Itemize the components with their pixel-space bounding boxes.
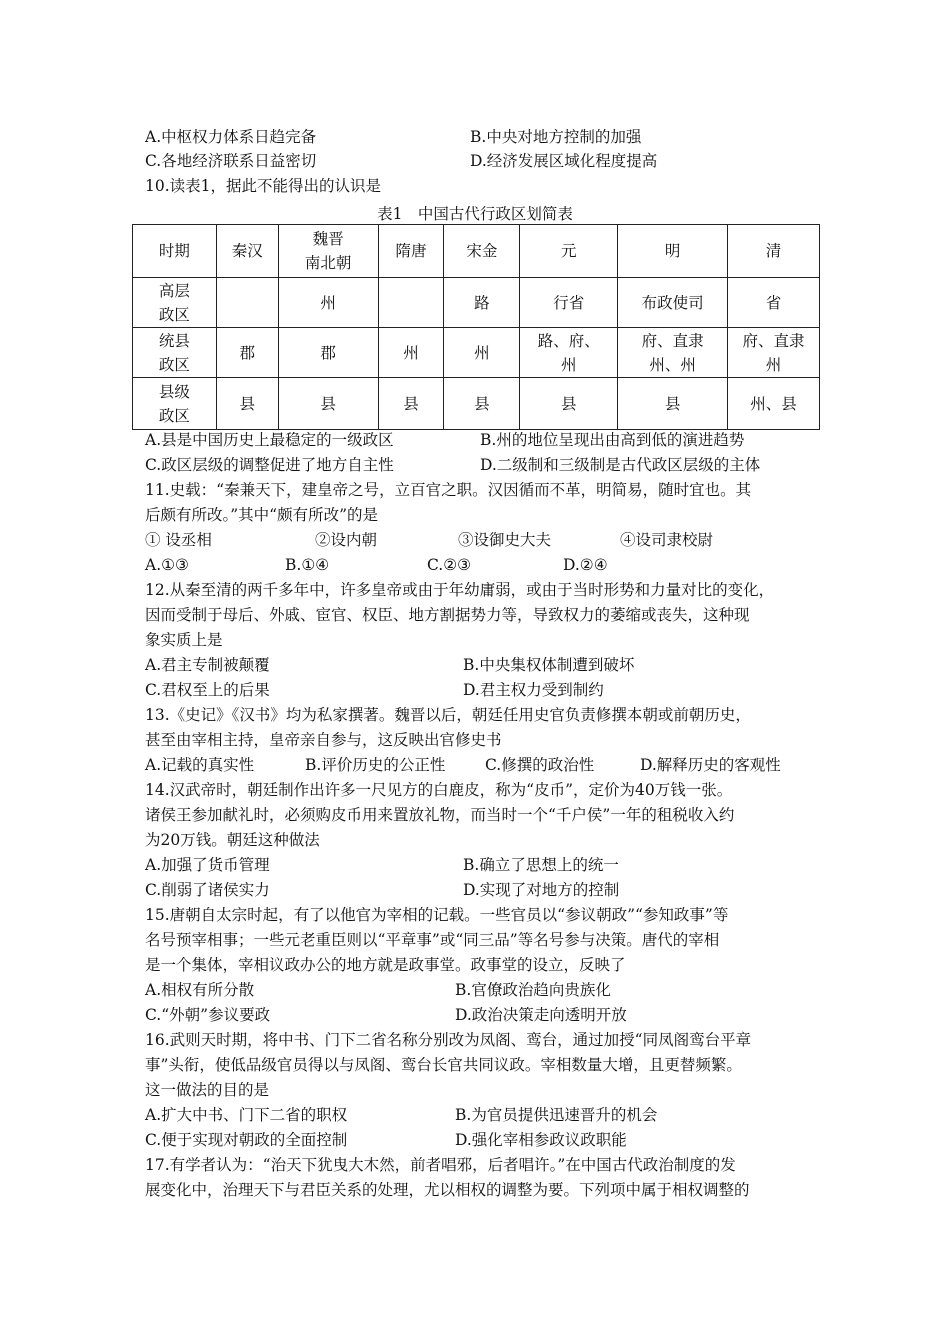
q12-option-d: D.君主权力受到制约 (463, 681, 604, 699)
table-cell: 行省 (520, 278, 618, 328)
q10-option-b: B.州的地位呈现出由高到低的演进趋势 (480, 431, 745, 449)
q11-option-c: C.②③ (427, 556, 472, 574)
q13-option-c: C.修撰的政治性 (485, 756, 595, 774)
table-row (133, 378, 820, 430)
q14-option-c: C.削弱了诸侯实力 (145, 881, 270, 899)
table-cell: 县 (378, 378, 444, 430)
q9-options-row-2 (145, 151, 825, 171)
q11-item-2: ②设内朝 (315, 531, 378, 549)
q12-stem-line-2: 因而受制于母后、外戚、宦官、权臣、地方割据势力等，导致权力的萎缩或丧失，这种现 (145, 606, 750, 624)
q10-option-c: C.政区层级的调整促进了地方自主性 (145, 456, 394, 474)
header-cell: 魏晋 南北朝 (278, 225, 378, 278)
q9-option-d: D.经济发展区域化程度提高 (470, 152, 658, 170)
q15-option-b: B.官僚政治趋向贵族化 (455, 981, 611, 999)
table-cell: 路 (444, 278, 520, 328)
q12-stem-line-1: 12.从秦至清的两千多年中，许多皇帝或由于年幼庸弱，或由于当时形势和力量对比的变化， (145, 581, 775, 599)
q11-items-row (145, 530, 825, 550)
q9-option-b: B.中央对地方控制的加强 (470, 128, 642, 146)
header-cell: 元 (520, 225, 618, 278)
header-cell: 清 (728, 225, 820, 278)
q9-option-c: C.各地经济联系日益密切 (145, 152, 317, 170)
q14-options-row-1 (145, 855, 825, 875)
q13-options-row (145, 755, 825, 775)
q16-options-row-1 (145, 1105, 825, 1125)
q16-stem-line-3: 这一做法的目的是 (145, 1081, 270, 1099)
q15-stem-line-3: 是一个集体，宰相议政办公的地方就是政事堂。政事堂的设立，反映了 (145, 956, 626, 974)
q11-item-1: ① 设丞相 (145, 531, 212, 549)
q15-option-c: C.“外朝”参议要政 (145, 1006, 271, 1024)
table-cell: 郡 (216, 328, 278, 378)
table-cell: 县 (278, 378, 378, 430)
table-cell: 府、直隶 州、州 (618, 328, 728, 378)
q12-options-row-2 (145, 680, 825, 700)
q11-item-3: ③设御史大夫 (458, 531, 552, 549)
header-cell: 明 (618, 225, 728, 278)
q13-stem-line-2: 甚至由宰相主持，皇帝亲自参与，这反映出官修史书 (145, 731, 502, 749)
q16-stem-line-2: 事”头衔，使低品级官员得以与凤阁、鸾台长官共同议政。宰相数量大增，且更替频繁。 (145, 1056, 742, 1074)
table-cell: 县 (618, 378, 728, 430)
table-cell (216, 278, 278, 328)
table-cell: 布政使司 (618, 278, 728, 328)
table-row (133, 278, 820, 328)
q11-options-row (145, 555, 825, 575)
q12-options-row-1 (145, 655, 825, 675)
q15-option-a: A.相权有所分散 (145, 981, 255, 999)
q12-option-c: C.君权至上的后果 (145, 681, 270, 699)
q13-option-b: B.评价历史的公正性 (305, 756, 446, 774)
q15-options-row-1 (145, 980, 825, 1000)
header-cell: 时期 (133, 225, 217, 278)
q16-option-c: C.便于实现对朝政的全面控制 (145, 1131, 348, 1149)
q11-stem-line-1: 11.史载：“秦兼天下，建皇帝之号，立百官之职。汉因循而不革，明简易，随时宜也。其 (145, 481, 752, 499)
table-cell: 府、直隶 州 (728, 328, 820, 378)
row-label-cell: 高层 政区 (133, 278, 217, 328)
table-cell: 州 (378, 328, 444, 378)
q14-stem-line-1: 14.汉武帝时，朝廷制作出许多一尺见方的白鹿皮，称为“皮币”，定价为40万钱一张。 (145, 781, 733, 799)
table-cell: 县 (444, 378, 520, 430)
q17-stem-line-2: 展变化中，治理天下与君臣关系的处理，尤以相权的调整为要。下列项中属于相权调整的 (145, 1181, 750, 1199)
table-cell: 州、县 (728, 378, 820, 430)
q12-stem-line-3: 象实质上是 (145, 631, 223, 649)
q11-option-a: A.①③ (145, 556, 189, 574)
table-header-row (133, 225, 820, 278)
table-cell: 省 (728, 278, 820, 328)
table-cell: 郡 (278, 328, 378, 378)
q15-stem-line-2: 名号预宰相事；一些元老重臣则以“平章事”或“同三品”等名号参与决策。唐代的宰相 (145, 931, 720, 949)
q14-option-d: D.实现了对地方的控制 (463, 881, 620, 899)
q14-stem-line-3: 为20万钱。朝廷这种做法 (145, 831, 320, 849)
q17-stem-line-1: 17.有学者认为：“治天下犹曳大木然，前者唱邪，后者唱许。”在中国古代政治制度的发 (145, 1156, 736, 1174)
table-caption: 表1 中国古代行政区划简表 (377, 205, 573, 223)
q16-options-row-2 (145, 1130, 825, 1150)
table-cell: 县 (520, 378, 618, 430)
q13-option-d: D.解释历史的客观性 (640, 756, 781, 774)
q9-options-row-1 (145, 127, 825, 147)
q16-option-b: B.为官员提供迅速晋升的机会 (455, 1106, 658, 1124)
q14-options-row-2 (145, 880, 825, 900)
q14-option-b: B.确立了思想上的统一 (463, 856, 619, 874)
q15-stem-line-1: 15.唐朝自太宗时起，有了以他官为宰相的记载。一些官员以“参议朝政”“参知政事”等 (145, 906, 729, 924)
q10-options-row-1 (145, 430, 825, 450)
q10-option-a: A.县是中国历史上最稳定的一级政区 (145, 431, 394, 449)
header-cell: 宋金 (444, 225, 520, 278)
q14-stem-line-2: 诸侯王参加献礼时，必须购皮币用来置放礼物，而当时一个“千户侯”一年的租税收入约 (145, 806, 735, 824)
q11-stem-line-2: 后颇有所改。”其中“颇有所改”的是 (145, 506, 379, 524)
q15-option-d: D.政治决策走向透明开放 (455, 1006, 627, 1024)
table-cell (378, 278, 444, 328)
row-label-cell: 县级 政区 (133, 378, 217, 430)
table-cell: 县 (216, 378, 278, 430)
q11-item-4: ④设司隶校尉 (620, 531, 714, 549)
q16-option-d: D.强化宰相参政议政职能 (455, 1131, 627, 1149)
q12-option-a: A.君主专制被颠覆 (145, 656, 270, 674)
q12-option-b: B.中央集权体制遭到破坏 (463, 656, 635, 674)
q14-option-a: A.加强了货币管理 (145, 856, 270, 874)
q10-stem: 10.读表1，据此不能得出的认识是 (145, 177, 382, 195)
q11-option-d: D.②④ (563, 556, 608, 574)
q10-option-d: D.二级制和三级制是古代政区层级的主体 (480, 456, 761, 474)
header-cell: 隋唐 (378, 225, 444, 278)
admin-division-table (132, 224, 820, 430)
table-cell: 路、府、 州 (520, 328, 618, 378)
q16-stem-line-1: 16.武则天时期，将中书、门下二省名称分别改为凤阁、鸾台，通过加授“同凤阁鸾台平章 (145, 1031, 752, 1049)
row-label-cell: 统县 政区 (133, 328, 217, 378)
table-row (133, 328, 820, 378)
q16-option-a: A.扩大中书、门下二省的职权 (145, 1106, 348, 1124)
q9-option-a: A.中枢权力体系日趋完备 (145, 128, 317, 146)
q11-option-b: B.①④ (285, 556, 330, 574)
q15-options-row-2 (145, 1005, 825, 1025)
q13-option-a: A.记载的真实性 (145, 756, 255, 774)
q13-stem-line-1: 13.《史记》《汉书》均为私家撰著。魏晋以后，朝廷任用史官负责修撰本朝或前朝历史， (145, 706, 751, 724)
q10-options-row-2 (145, 455, 825, 475)
table-cell: 州 (444, 328, 520, 378)
header-cell: 秦汉 (216, 225, 278, 278)
table-cell: 州 (278, 278, 378, 328)
